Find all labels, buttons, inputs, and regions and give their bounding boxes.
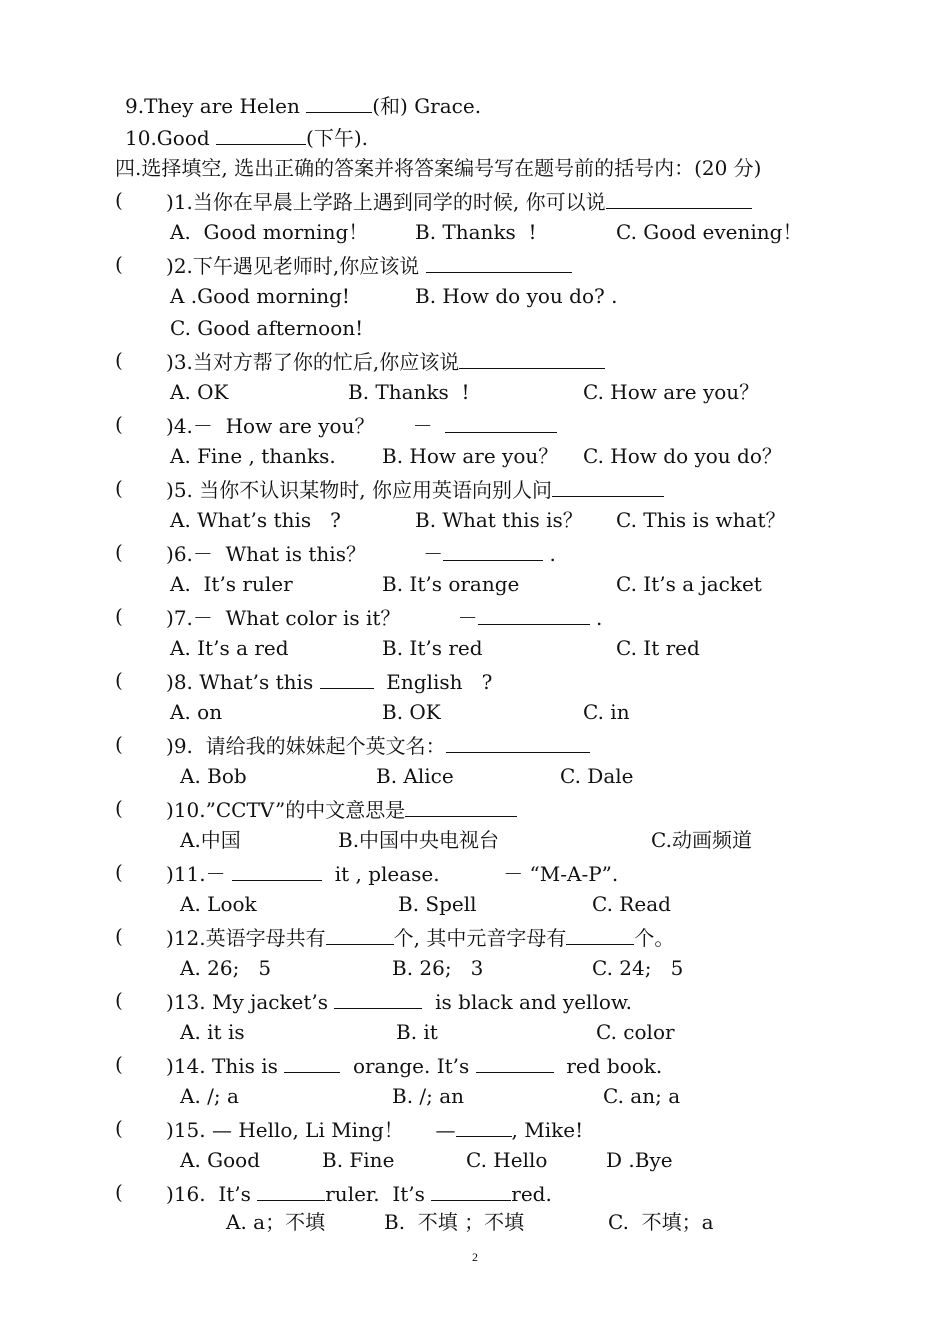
fill-item-10: 10.Good (下午).: [125, 122, 368, 150]
answer-blank[interactable]: [566, 922, 634, 945]
question-15: )15. — Hello, Li Ming！ — , Mike!: [166, 1114, 583, 1142]
question-13: )13. My jacket’s is black and yellow.: [166, 986, 632, 1014]
option-b: B. Fine: [322, 1148, 395, 1172]
answer-paren-open: (: [115, 604, 123, 628]
option-b: B. Spell: [398, 892, 477, 916]
answer-paren-open: (: [115, 732, 123, 756]
option-b: B. 26; 3: [392, 956, 484, 980]
option-a: A. /; a: [180, 1084, 239, 1108]
option-a: A. a；不填: [226, 1210, 326, 1234]
answer-blank[interactable]: [478, 602, 590, 625]
option-c: C. Read: [592, 892, 671, 916]
option-b: B. How do you do? .: [415, 284, 618, 308]
option-a: A. It’s a red: [170, 636, 289, 660]
answer-blank[interactable]: [552, 474, 664, 497]
question-9: )9. 请给我的妹妹起个英文名：: [166, 730, 590, 758]
answer-blank[interactable]: [446, 730, 590, 753]
option-b: B. Alice: [376, 764, 454, 788]
question-3: )3.当对方帮了你的忙后,你应该说: [166, 346, 605, 374]
option-c: C.动画频道: [651, 828, 752, 852]
option-a: A. Good morning！: [170, 220, 369, 244]
option-a: A. Good: [180, 1148, 261, 1172]
question-14: )14. This is orange. It’s red book.: [166, 1050, 662, 1078]
question-4: )4.－ How are you？ －: [166, 410, 557, 438]
option-a: A. Bob: [180, 764, 247, 788]
answer-blank[interactable]: [405, 794, 517, 817]
question-11: )11.－ it , please. － “M-A-P”.: [166, 858, 618, 886]
option-c: C. in: [583, 700, 630, 724]
option-c: C. This is what？: [616, 508, 786, 532]
answer-paren-open: (: [115, 924, 123, 948]
option-b: B. /; an: [392, 1084, 465, 1108]
option-a: A. It’s ruler: [170, 572, 293, 596]
answer-paren-open: (: [115, 1052, 123, 1076]
option-b: B. It’s orange: [382, 572, 520, 596]
answer-paren-open: (: [115, 476, 123, 500]
option-c: C. Hello: [466, 1148, 548, 1172]
option-a: A. on: [170, 700, 223, 724]
question-5: )5. 当你不认识某物时, 你应用英语向别人问: [166, 474, 664, 502]
answer-blank[interactable]: [426, 250, 572, 273]
option-c: C. Dale: [560, 764, 634, 788]
answer-blank[interactable]: [431, 1178, 511, 1201]
option-b: B. OK: [382, 700, 441, 724]
option-c: C. 24; 5: [592, 956, 684, 980]
option-a: A. Fine , thanks.: [170, 444, 336, 468]
question-6: )6.－ What is this？ － .: [166, 538, 556, 566]
option-a: A. OK: [170, 380, 229, 404]
answer-paren-open: (: [115, 252, 123, 276]
option-a: A .Good morning!: [170, 284, 350, 308]
answer-blank[interactable]: [445, 410, 557, 433]
answer-paren-open: (: [115, 796, 123, 820]
answer-paren-open: (: [115, 540, 123, 564]
option-c: C. an; a: [603, 1084, 681, 1108]
option-c: C. Good evening！: [616, 220, 803, 244]
answer-blank[interactable]: [334, 986, 422, 1009]
answer-blank[interactable]: [216, 122, 306, 145]
section-title: 四.选择填空, 选出正确的答案并将答案编号写在题号前的括号内：(20 分): [115, 156, 762, 180]
question-16: )16. It’s ruler. It’s red.: [166, 1178, 552, 1206]
question-1: )1.当你在早晨上学路上遇到同学的时候, 你可以说: [166, 186, 752, 214]
option-b: B. How are you？: [382, 444, 559, 468]
answer-paren-open: (: [115, 1180, 123, 1204]
answer-paren-open: (: [115, 988, 123, 1012]
option-c: C. How are you？: [583, 380, 760, 404]
answer-paren-open: (: [115, 348, 123, 372]
answer-paren-open: (: [115, 668, 123, 692]
answer-blank[interactable]: [306, 90, 372, 113]
option-a: A. 26; 5: [180, 956, 272, 980]
answer-blank[interactable]: [326, 922, 394, 945]
option-a: A. Look: [180, 892, 257, 916]
option-c: C. color: [596, 1020, 675, 1044]
answer-paren-open: (: [115, 1116, 123, 1140]
answer-blank[interactable]: [284, 1050, 340, 1073]
answer-blank[interactable]: [232, 858, 322, 881]
option-a: A. What’s this ?: [170, 508, 341, 532]
answer-blank[interactable]: [456, 1114, 512, 1137]
answer-blank[interactable]: [257, 1178, 325, 1201]
option-c: C. It red: [616, 636, 700, 660]
option-b: B. it: [396, 1020, 438, 1044]
answer-blank[interactable]: [476, 1050, 554, 1073]
answer-blank[interactable]: [459, 346, 605, 369]
answer-paren-open: (: [115, 412, 123, 436]
option-c: C. It’s a jacket: [616, 572, 762, 596]
question-7: )7.－ What color is it？ － .: [166, 602, 602, 630]
page-number: 2: [472, 1250, 478, 1264]
option-b: B. It’s red: [382, 636, 483, 660]
answer-paren-open: (: [115, 860, 123, 884]
question-12: )12.英语字母共有 个, 其中元音字母有 个。: [166, 922, 674, 950]
question-2: )2.下午遇见老师时,你应该说: [166, 250, 572, 278]
fill-item-9: 9.They are Helen (和) Grace.: [125, 90, 481, 118]
option-b: B. What this is？: [415, 508, 583, 532]
option-d: D .Bye: [606, 1148, 673, 1172]
question-10: )10.”CCTV”的中文意思是: [166, 794, 517, 822]
answer-blank[interactable]: [443, 538, 543, 561]
option-b: B. Thanks !: [348, 380, 470, 404]
option-a: A. it is: [180, 1020, 245, 1044]
option-a: A.中国: [180, 828, 241, 852]
option-c: C. 不填；a: [608, 1210, 714, 1234]
answer-blank[interactable]: [606, 186, 752, 209]
option-c: C. How do you do？: [583, 444, 782, 468]
option-c: C. Good afternoon!: [170, 316, 364, 340]
option-b: B. Thanks !: [415, 220, 537, 244]
option-b: B. 不填 ；不填: [384, 1210, 525, 1234]
answer-paren-open: (: [115, 188, 123, 212]
question-8: )8. What’s this English ?: [166, 666, 492, 694]
option-b: B.中国中央电视台: [338, 828, 500, 852]
answer-blank[interactable]: [320, 666, 374, 689]
